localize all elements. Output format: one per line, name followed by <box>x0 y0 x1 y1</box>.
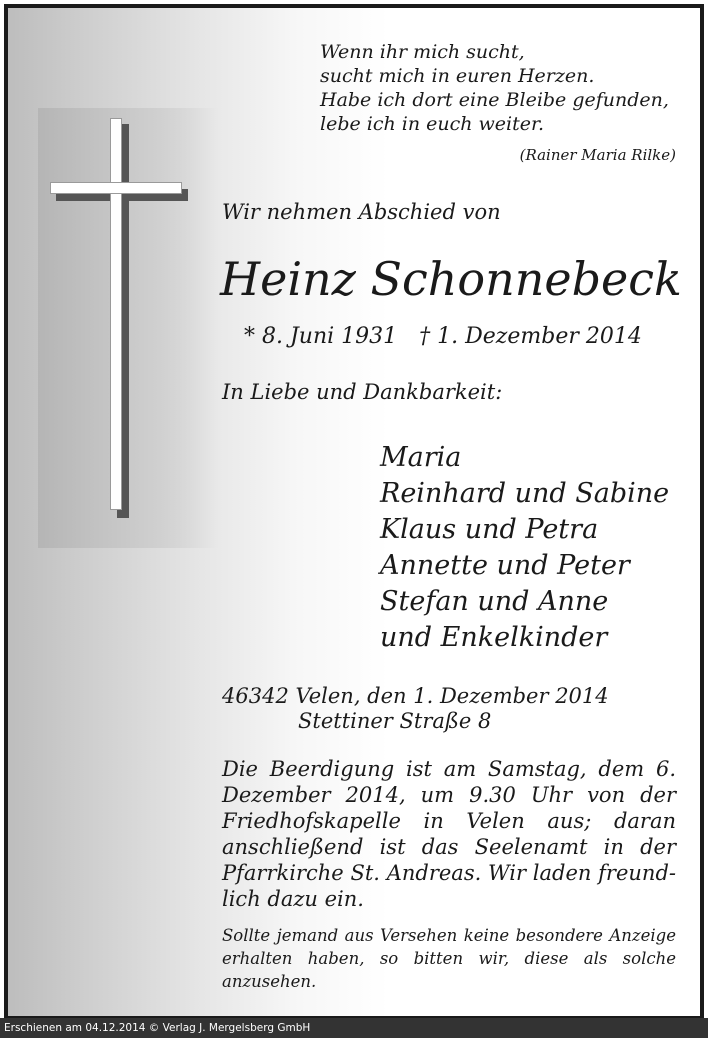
cross-icon <box>48 118 188 528</box>
street-address: Stettiner Straße 8 <box>298 709 492 733</box>
life-dates <box>244 324 642 349</box>
mourner: und Enkelkinder <box>380 622 608 653</box>
poem-line: lebe ich in euch weiter. <box>320 113 545 135</box>
mourners-list <box>380 440 669 656</box>
burial-info: Die Beerdigung ist am Samstag, dem 6. Dezember 2014, um 9.30 Uhr von der Friedhofskapelle in Velen aus; daran anschließend ist das Seelenamt in der Pfarrkirche St. Andreas. Wir laden freundlich dazu ein. <box>222 757 676 911</box>
obituary-notice <box>4 4 704 1020</box>
birth-date: * 8. Juni 1931 <box>244 324 398 349</box>
gratitude-text: In Liebe und Dankbarkeit: <box>222 380 503 404</box>
poem-line: Habe ich dort eine Bleibe gefunden, <box>320 89 669 111</box>
poem-line: sucht mich in euren Herzen. <box>320 65 595 87</box>
notice-note: Sollte jemand aus Versehen keine besondere Anzeige erhalten haben, so bitten wir, diese als solche anzusehen. <box>222 926 676 991</box>
death-date: † 1. Dezember 2014 <box>419 324 642 349</box>
place-line: 46342 Velen, den 1. Dezember 2014 <box>222 684 609 708</box>
intro-text: Wir nehmen Abschied von <box>222 200 501 224</box>
place-date <box>222 684 609 734</box>
mourner: Klaus und Petra <box>380 514 599 545</box>
mourner: Annette und Peter <box>380 550 630 581</box>
poem-author: (Rainer Maria Rilke) <box>519 146 676 164</box>
mourner: Maria <box>380 442 462 473</box>
mourner: Stefan und Anne <box>380 586 609 617</box>
poem <box>320 40 680 136</box>
publication-footer: Erschienen am 04.12.2014 © Verlag J. Mergelsberg GmbH <box>0 1018 708 1038</box>
mourner: Reinhard und Sabine <box>380 478 670 509</box>
deceased-name: Heinz Schonnebeck <box>220 252 682 306</box>
poem-line: Wenn ihr mich sucht, <box>320 41 525 63</box>
